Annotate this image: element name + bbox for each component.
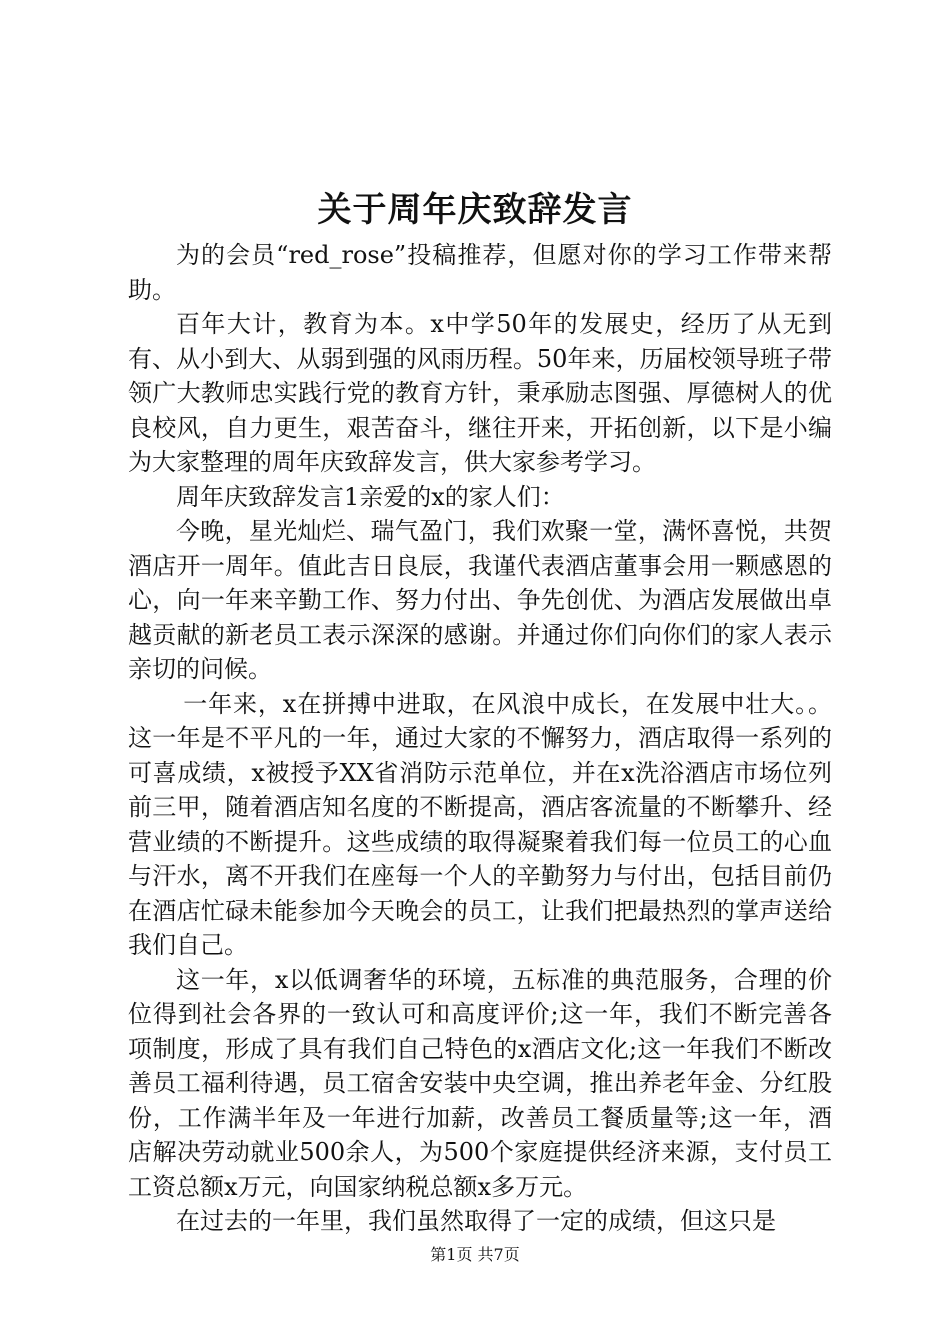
document-title: 关于周年庆致辞发言 <box>317 190 633 230</box>
paragraph-intro: 为的会员“red_rose”投稿推荐，但愿对你的学习工作带来帮助。 <box>128 241 832 304</box>
paragraph-opening: 今晚，星光灿烂、瑞气盈门，我们欢聚一堂，满怀喜悦，共贺酒店开一周年。值此吉日良辰，我谨代表酒店董事会用一颗感恩的心，向一年来辛勤工作、努力付出、争先创优、为酒店发展做出卓越贡献的新老员工表示深深的感谢。并通过你们向你们的家人表示亲切的问候。 <box>128 517 832 683</box>
paragraph-background: 百年大计，教育为本。x中学50年的发展史，经历了从无到有、从小到大、从弱到强的风雨历程。50年来，历届校领导班子带领广大教师忠实践行党的教育方针，秉承励志图强、厚德树人的优良校风，自力更生，艰苦奋斗，继往开来，开拓创新，以下是小编为大家整理的周年庆致辞发言，供大家参考学习。 <box>128 310 832 476</box>
paragraph-achievements: 一年来，x在拼搏中进取，在风浪中成长，在发展中壮大。。这一年是不平凡的一年，通过大家的不懈努力，酒店取得一系列的可喜成绩，x被授予XX省消防示范单位，并在x洗浴酒店市场位列前三甲，随着酒店知名度的不断提高，酒店客流量的不断攀升、经营业绩的不断提升。这些成绩的取得凝聚着我们每一位员工的心血与汗水，离不开我们在座每一个人的辛勤努力与付出，包括目前仍在酒店忙碌未能参加今天晚会的员工，让我们把最热烈的掌声送给我们自己。 <box>128 689 832 959</box>
page-number-footer: 第1页 共7页 <box>430 1245 520 1264</box>
paragraph-greeting: 周年庆致辞发言1亲爱的x的家人们： <box>176 482 565 511</box>
paragraph-year-review: 这一年，x以低调奢华的环境，五标准的典范服务，合理的价位得到社会各界的一致认可和高度评价;这一年，我们不断完善各项制度，形成了具有我们自己特色的x酒店文化;这一年我们不断改善员工福利待遇，员工宿舍安装中央空调，推出养老年金、分红股份，工作满半年及一年进行加薪，改善员工餐质量等;这一年，酒店解决劳动就业500余人，为500个家庭提供经济来源，支付员工工资总额x万元，向国家纳税总额x多万元。 <box>128 965 832 1201</box>
document-body <box>128 238 832 1239</box>
paragraph-closing-start: 在过去的一年里，我们虽然取得了一定的成绩，但这只是 <box>176 1207 776 1235</box>
